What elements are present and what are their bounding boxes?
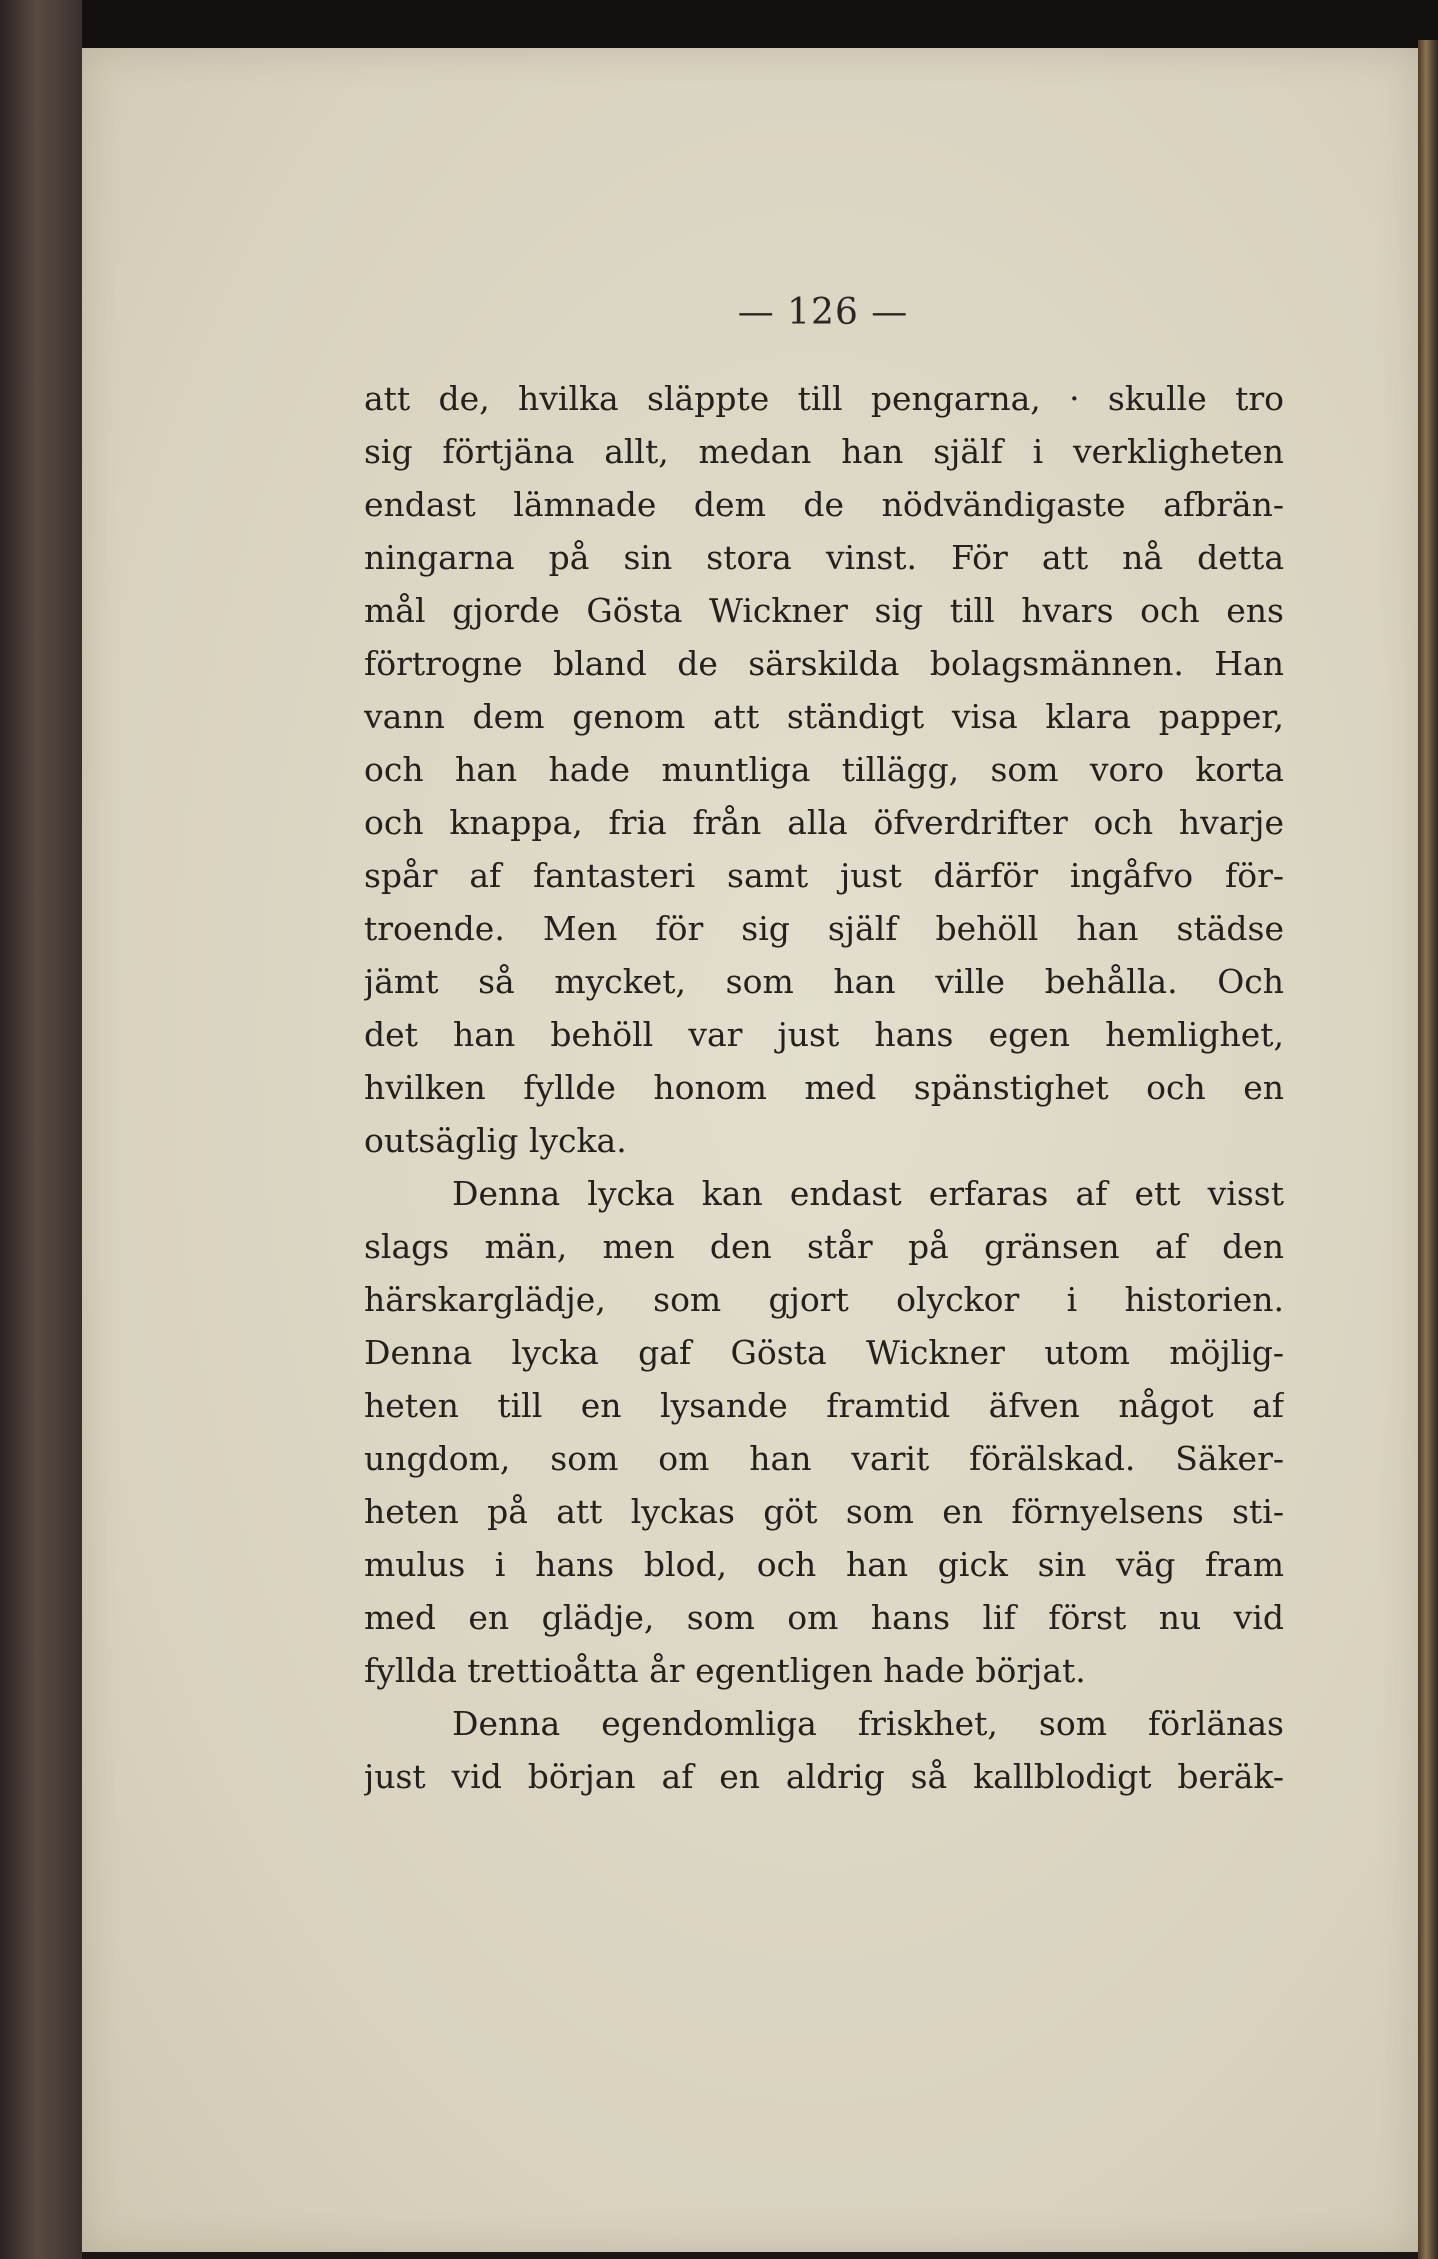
text-line: härskarglädje, som gjort olyckor i historien.: [364, 1280, 1284, 1319]
text-line: Denna lycka gaf Gösta Wickner utom möjlig-: [364, 1333, 1284, 1372]
body-text: [364, 372, 1284, 1803]
text-line: jämt så mycket, som han ville behålla. Och: [364, 962, 1284, 1001]
text-line: att de, hvilka släppte till pengarna, · skulle tro: [364, 379, 1284, 418]
text-line: outsäglig lycka.: [364, 1121, 627, 1160]
text-line: Denna egendomliga friskhet, som förlänas: [452, 1704, 1284, 1743]
text-line: det han behöll var just hans egen hemlighet,: [364, 1015, 1284, 1054]
page-edge: [1418, 40, 1438, 2259]
text-line: med en glädje, som om hans lif först nu vid: [364, 1598, 1284, 1637]
text-line: hvilken fyllde honom med spänstighet och en: [364, 1068, 1284, 1107]
text-line: sig förtjäna allt, medan han själf i verkligheten: [364, 432, 1284, 471]
text-line: vann dem genom att ständigt visa klara papper,: [364, 697, 1284, 736]
top-dark-band: [0, 0, 1438, 48]
text-line: Denna lycka kan endast erfaras af ett visst: [452, 1174, 1284, 1213]
text-line: spår af fantasteri samt just därför ingåfvo för-: [364, 856, 1284, 895]
text-line: mål gjorde Gösta Wickner sig till hvars och ens: [364, 591, 1284, 630]
book-spine: [0, 0, 82, 2259]
text-line: och knappa, fria från alla öfverdrifter och hvarje: [364, 803, 1284, 842]
text-line: slags män, men den står på gränsen af den: [364, 1227, 1284, 1266]
text-line: heten på att lyckas göt som en förnyelsens sti-: [364, 1492, 1284, 1531]
text-line: förtrogne bland de särskilda bolagsmännen. Han: [364, 644, 1284, 683]
text-line: heten till en lysande framtid äfven något af: [364, 1386, 1284, 1425]
text-line: endast lämnade dem de nödvändigaste afbrän-: [364, 485, 1284, 524]
text-line: ungdom, som om han varit förälskad. Säker-: [364, 1439, 1284, 1478]
text-line: och han hade muntliga tillägg, som voro korta: [364, 750, 1284, 789]
text-line: just vid början af en aldrig så kallblodigt beräk-: [364, 1757, 1284, 1796]
text-line: fyllda trettioåtta år egentligen hade börjat.: [364, 1651, 1086, 1690]
text-line: troende. Men för sig själf behöll han städse: [364, 909, 1284, 948]
page-number: — 126 —: [737, 292, 909, 333]
text-line: ningarna på sin stora vinst. För att nå detta: [364, 538, 1284, 577]
text-line: mulus i hans blod, och han gick sin väg fram: [364, 1545, 1284, 1584]
